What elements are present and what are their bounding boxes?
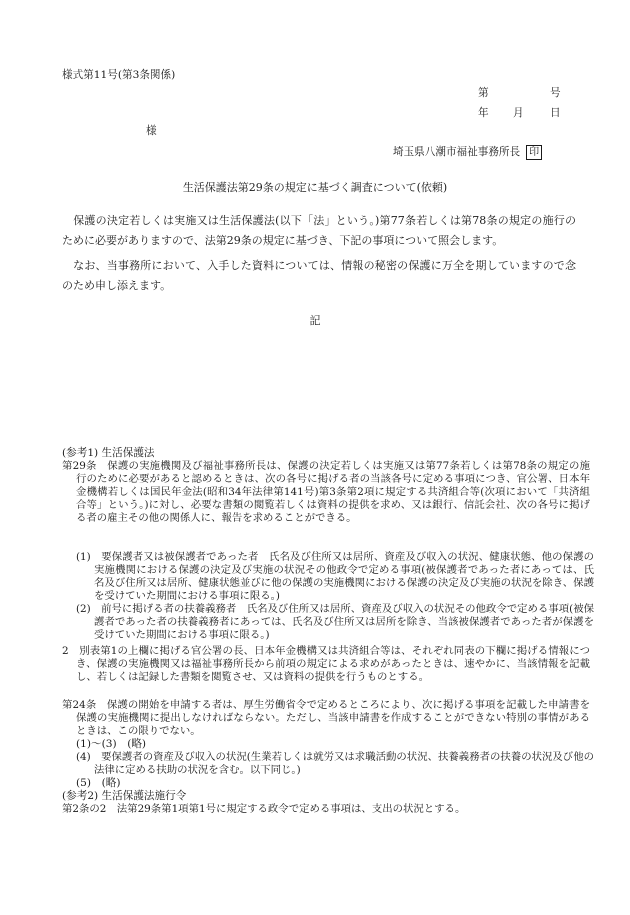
article-2-2: 第2条の2 法第29条第1項第1号に規定する政令で定める事項は、支出の状況とする。 (62, 803, 466, 815)
ki-heading: 記 (309, 314, 321, 327)
date-day: 日 (550, 107, 561, 119)
sender-line (393, 145, 542, 160)
article-29-item-2: (2) 前号に掲げる者の扶養義務者 氏名及び住所又は居所、資産及び収入の状況その他政令で定める事項(被保護者であった者の扶養義務者にあっては、氏名及び住所又は居所を除き、当該被保護者であった者が保護を受けていた期間における事項に限る。) (76, 603, 594, 641)
body-paragraph-2: なお、当事務所において、入手した資料については、情報の秘密の保護に万全を期していますので念のため申し添えます。 (62, 259, 576, 292)
document-number-suffix: 号 (550, 87, 561, 99)
article-24-items-1-3: (1)～(3) (略) (76, 738, 147, 750)
body-paragraph-1: 保護の決定若しくは実施又は生活保護法(以下「法」という。)第77条若しくは第78条の規定の施行のために必要がありますので、法第29条の規定に基づき、下記の事項について照会します。 (62, 214, 576, 247)
reference-1-title: (参考1) 生活保護法 (62, 447, 155, 459)
document-title: 生活保護法第29条の規定に基づく調査について(依頼) (182, 181, 448, 194)
seal-mark: 印 (526, 145, 542, 160)
article-29-item-1: (1) 要保護者又は被保護者であった者 氏名及び住所又は居所、資産及び収入の状況、健康状態、他の保護の実施機関における保護の決定及び実施の状況その他政令で定める事項(被保護者であった者にあっては、氏名及び住所又は居所、健康状態並びに他の保護の実施機関における保護の決定及び実施の状況を除き、保護を受けていた期間における事項に限る。) (76, 551, 594, 602)
article-24-item-4: (4) 要保護者の資産及び収入の状況(生業若しくは就労又は求職活動の状況、扶養義務者の扶養の状況及び他の法律に定める扶助の状況を含む。以下同じ。) (76, 751, 594, 776)
reference-2-title: (参考2) 生活保護法施行令 (62, 790, 187, 802)
article-24-item-5: (5) (略) (76, 777, 121, 789)
article-29: 第29条 保護の実施機関及び福祉事務所長は、保護の決定若しくは実施又は第77条若しくは第78条の規定の施行のために必要があると認めるときは、次の各号に掲げる者の当該各号に定める事項につき、官公署、日本年金機構若しくは国民年金法(昭和34年法律第141号)第3条第2項に規定する共済組合等(次項において「共済組合等」という。)に対し、必要な書類の閲覧若しくは資料の提供を求め、又は銀行、信託会社、次の各号に掲げる者の雇主その他の関係人に、報告を求めることができる。 (62, 460, 590, 524)
sender-name: 埼玉県八潮市福祉事務所長 (393, 146, 521, 158)
document-number-prefix: 第 (478, 87, 489, 99)
addressee-suffix: 様 (146, 125, 157, 137)
article-29-paragraph-2: 2 別表第1の上欄に掲げる官公署の長、日本年金機構又は共済組合等は、それぞれ同表の下欄に掲げる情報につき、保護の実施機関又は福祉事務所長から前項の規定による求めがあったときは、速やかに、当該情報を記載し、若しくは記録した書類を閲覧させ、又は資料の提供を行うものとする。 (62, 645, 590, 683)
date-year: 年 (478, 107, 489, 119)
article-24: 第24条 保護の開始を申請する者は、厚生労働省令で定めるところにより、次に掲げる事項を記載した申請書を保護の実施機関に提出しなければならない。ただし、当該申請書を作成することができない特別の事情があるときは、この限りでない。 (62, 699, 590, 737)
date-month: 月 (513, 107, 524, 119)
form-label: 様式第11号(第3条関係) (62, 69, 176, 81)
